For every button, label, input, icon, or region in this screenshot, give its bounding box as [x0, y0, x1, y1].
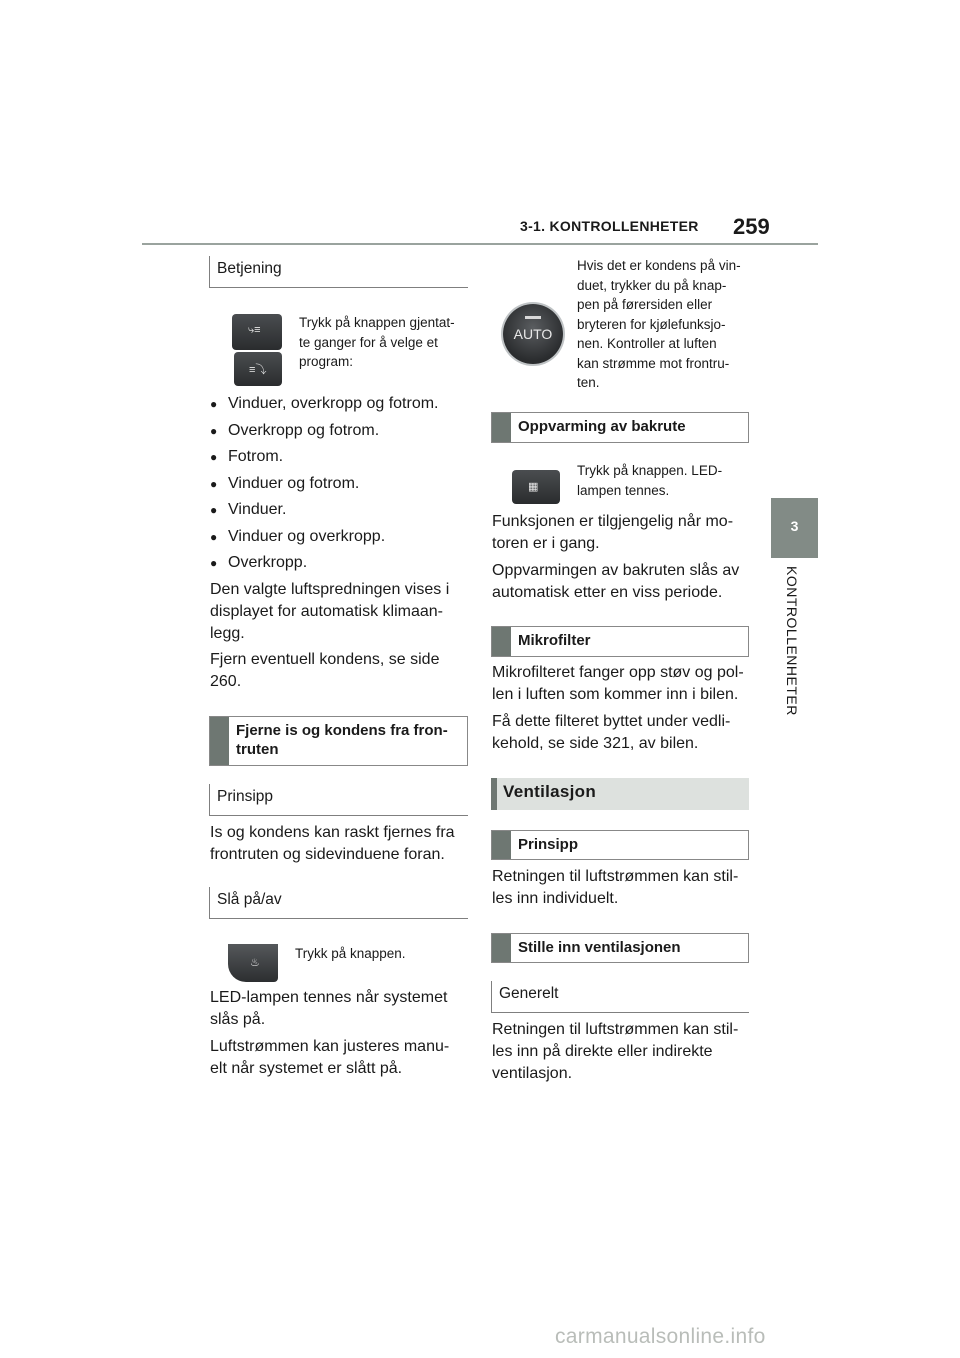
rear-defrost-button — [512, 470, 560, 504]
paragraph-vent-2: Retningen til luftstrømmen kan stil- les inn på direkte eller indirekte ventilasjon. — [492, 1021, 739, 1082]
list-item: ● Vinduer og overkropp. — [210, 526, 470, 553]
heading-rear-heating: Oppvarming av bakrute — [491, 412, 749, 443]
paragraph-condensation: Fjern eventuell kondens, se side 260. — [210, 651, 440, 690]
heading-microfilter: Mikrofilter — [491, 626, 749, 657]
press-caption: Trykk på knappen. — [295, 946, 406, 961]
heading-defrost: Fjerne is og kondens fra fron- truten — [209, 716, 468, 766]
button-caption: Trykk på knappen gjentat- te ganger for å velge et program: — [299, 315, 455, 369]
auto-label: AUTO — [513, 326, 553, 342]
list-item: ● Overkropp. — [210, 552, 470, 579]
bullet-list — [210, 393, 470, 579]
list-item: ● Vinduer og fotrom. — [210, 473, 470, 500]
defrost-button — [228, 944, 278, 982]
page-number: 259 — [733, 214, 770, 239]
watermark: carmanualsonline.info — [555, 1325, 766, 1348]
list-item: ● Overkropp og fotrom. — [210, 420, 470, 447]
list-item: ● Vinduer, overkropp og fotrom. — [210, 393, 470, 420]
heading-prinsipp: Prinsipp — [491, 830, 749, 860]
air-distribution-upper-icon: ⤷≡ — [248, 324, 261, 336]
chapter-tab — [771, 498, 818, 558]
paragraph-led: LED-lampen tennes når systemet slås på. — [210, 989, 448, 1028]
paragraph-vent-1: Retningen til luftstrømmen kan stil- les inn individuelt. — [492, 868, 739, 907]
list-item: ● Fotrom. — [210, 446, 470, 473]
auto-caption: Hvis det er kondens på vin- duet, trykker du på knap- pen på førersiden eller bryteren for kjølefunksjo- nen. Kontroller at luften kan strømme mot frontru- ten. — [577, 258, 741, 390]
subheading-betjening: Betjening — [209, 256, 468, 288]
air-distribution-button-upper — [232, 314, 282, 350]
rear-caption: Trykk på knappen. LED- lampen tennes. — [577, 463, 723, 498]
air-distribution-button-lower — [234, 352, 282, 386]
subheading-prinsipp: Prinsipp — [209, 784, 468, 816]
section-ventilation: Ventilasjon — [491, 778, 749, 810]
paragraph-micro-2: Få dette filteret byttet under vedli- kehold, se side 321, av bilen. — [492, 713, 731, 752]
subheading-on-off: Slå på/av — [209, 887, 468, 919]
list-item: ● Vinduer. — [210, 499, 470, 526]
rear-defrost-icon: ▦ — [528, 481, 539, 493]
chapter-number: 3 — [790, 518, 799, 534]
header-rule — [142, 243, 818, 245]
chapter-label: KONTROLLENHETER — [784, 566, 800, 716]
auto-led-indicator — [525, 316, 541, 319]
paragraph-airflow: Luftstrømmen kan justeres manu- elt når systemet er slått på. — [210, 1038, 450, 1077]
heading-adjust-ventilation: Stille inn ventilasjonen — [491, 933, 749, 963]
auto-button — [503, 304, 563, 364]
paragraph-prinsipp: Is og kondens kan raskt fjernes fra frontruten og sidevinduene foran. — [210, 824, 455, 863]
section-title: 3-1. KONTROLLENHETER — [520, 218, 699, 234]
air-distribution-lower-icon: ≡⤵ — [249, 364, 267, 376]
defrost-icon: ♨ — [250, 957, 260, 969]
paragraph-rear-2: Oppvarmingen av bakruten slås av automatisk etter en viss periode. — [492, 562, 740, 601]
paragraph-display: Den valgte luftspredningen vises i displayet for automatisk klimaan- legg. — [210, 581, 450, 642]
subheading-generelt: Generelt — [491, 981, 749, 1013]
paragraph-micro-1: Mikrofilteret fanger opp støv og pol- len i luften som kommer inn i bilen. — [492, 664, 744, 703]
paragraph-rear-1: Funksjonen er tilgjengelig når mo- toren er i gang. — [492, 513, 734, 552]
